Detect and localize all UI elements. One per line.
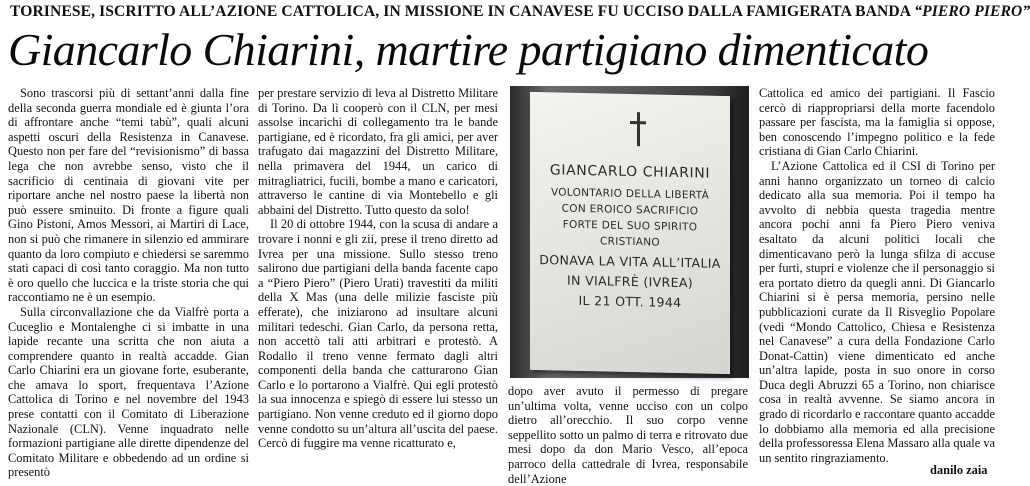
plaque-line: VOLONTARIO DELLA LIBERTÀ	[550, 186, 710, 202]
headline: Giancarlo Chiarini, martire partigiano dimenticato	[8, 24, 929, 75]
paragraph: Il 20 di ottobre 1944, con la scusa di andare a trovare i nonni e gli zii, prese il treno diretto ad Ivrea per una missione. Sullo stesso treno salirono due partigiani della banda facente capo a “Piero Piero” (Piero Urati) travestiti da militi della X Mas (una delle milizie fasciste più efferate), che iniziarono ad insultare alcuni militari tedeschi. Gian Carlo, da persona retta, non accettò tali atti arbitrari e protestò. A Rodallo il treno venne fermato dagli altri componenti della banda che catturarono Gian Carlo e lo portarono a Vialfrè. Qui egli protestò la sua innocenza e spiegò di essere lui stesso un partigiano. Non venne creduto ed il giorno dopo venne condotto su un’altura all’uscita del paese. Cercò di fuggire ma venne ricatturato e,	[258, 217, 498, 451]
memorial-plaque-photo	[510, 86, 749, 378]
kicker	[10, 3, 1030, 21]
plaque-line: IL 21 OTT. 1944	[578, 292, 682, 311]
kicker-text: TORINESE, ISCRITTO ALL’AZIONE CATTOLICA, IN MISSIONE IN CANAVESE FU UCCISO DALLA FAMIGERATA BANDA	[10, 3, 915, 20]
column-1	[8, 86, 249, 480]
paragraph: Sono trascorsi più di settant’anni dalla fine della seconda guerra mondiale ed è giunta l’ora di affrontare anche “temi tabù”, quali alcuni aspetti oscuri della Resistenza in Canavese. Questo non per fare del “revisionismo” di bassa lega che non avrebbe senso, visto che il sacrificio di centinaia di giovani vite per riportare anche nel nostro paese la libertà non può essere sminuito. Di fronte a figure quali Gino Pistoni, Amos Messori, ai Martiri di Lace, non si può che rimanere in silenzio ed ammirare quanto da loro compiuto e chiedersi se saremmo stati capaci di così tanto coraggio. Ma non tutto è oro quello che luccica e la triste storia che qui raccontiamo ne è un esempio.	[8, 86, 249, 305]
paragraph: Sulla circonvallazione che da Vialfrè porta a Cuceglio e Montalenghe ci si imbatte in una lapide recante una scritta che non aiuta a comprendere quanto in realtà accadde. Gian Carlo Chiarini era un giovane forte, esuberante, che amava lo sport, frequentava l’Azione Cattolica di Torino e nel novembre del 1943 prese contatti con il Comitato di Liberazione Nazionale (CLN). Venne inquadrato nelle formazioni partigiane alle dirette dipendenze del Comitato Militare e obbedendo ad un ordine si presentò	[8, 304, 249, 480]
paragraph: Cattolica ed amico dei partigiani. Il Fascio cercò di riappropriarsi della morte facendolo passare per fascista, ma la famiglia si oppose, ben conoscendo l’impegno politico e la fede cristiana di Gian Carlo Chiarini.	[759, 86, 995, 159]
paragraph: dopo aver avuto il permesso di pregare un’ultima volta, venne ucciso con un colpo dietro all’orecchio. Il suo corpo venne seppellito sotto un palmo di terra e ritrovato due mesi dopo da don Mario Vesco, all’epoca parroco della cattedrale di Ivrea, responsabile dell’Azione	[508, 384, 748, 486]
cross-icon	[628, 112, 648, 146]
kicker-quote: “PIERO PIERO”	[914, 3, 1030, 20]
paragraph: L’Azione Cattolica ed il CSI di Torino per anni hanno organizzato un torneo di calcio dedicato alla sua memoria. Poi il tempo ha avvolto di nebbia questa tragedia mentre ancora pochi anni fa Piero Piero veniva esaltato da alcuni politici locali che dimenticavano però la lunga sfilza di accuse per furti, stupri e violenze che il personaggio si era portato dietro da quegli anni. Di Giancarlo Chiarini si è persa memoria, persino nelle pubblicazioni curate da Il Risveglio Popolare (vedi “Mondo Cattolico, Chiesa e Resistenza nel Canavese” a cura della Fondazione Carlo Donat-Cattin) viene dimenticato ed anche un’altra lapide, posta in suo onore in corso Duca degli Abruzzi 65 a Torino, non chiarisce cosa in realtà avvenne. Se siamo ancora in grado di ricordarlo e raccontare quanto accadde lo dobbiamo alla memoria ed alla precisione della professoressa Elena Massaro alla quale va un sentito ringraziamento.	[759, 158, 996, 465]
column-4	[759, 86, 995, 465]
author-signature: danilo zaia	[930, 463, 988, 477]
plaque-line: CON EROICO SACRIFICIO	[561, 202, 699, 218]
column-2	[258, 86, 498, 451]
plaque-line: IN VIALFRÈ (IVREA)	[567, 272, 693, 291]
memorial-plaque	[530, 92, 730, 374]
plaque-line: DONAVA LA VITA ALL’ITALIA	[539, 252, 721, 271]
plaque-line: FORTE DEL SUO SPIRITO	[562, 218, 698, 234]
column-3	[508, 384, 748, 486]
plaque-line: CRISTIANO	[600, 235, 660, 249]
plaque-name: GIANCARLO CHIARINI	[549, 162, 711, 182]
paragraph: per prestare servizio di leva al Distretto Militare di Torino. Da lì cooperò con il CLN, per mesi assolse incarichi di collegamento tra le bande partigiane, ed è ricordato, fra gli amici, per aver trafugato dai magazzini del Distretto Militare, nella primavera del 1944, un carico di mitragliatrici, fucili, bombe a mano e caricatori, attraverso le cantine di via Montebello e gli abbaini del Distretto. Tutto questo da solo!	[258, 86, 498, 217]
